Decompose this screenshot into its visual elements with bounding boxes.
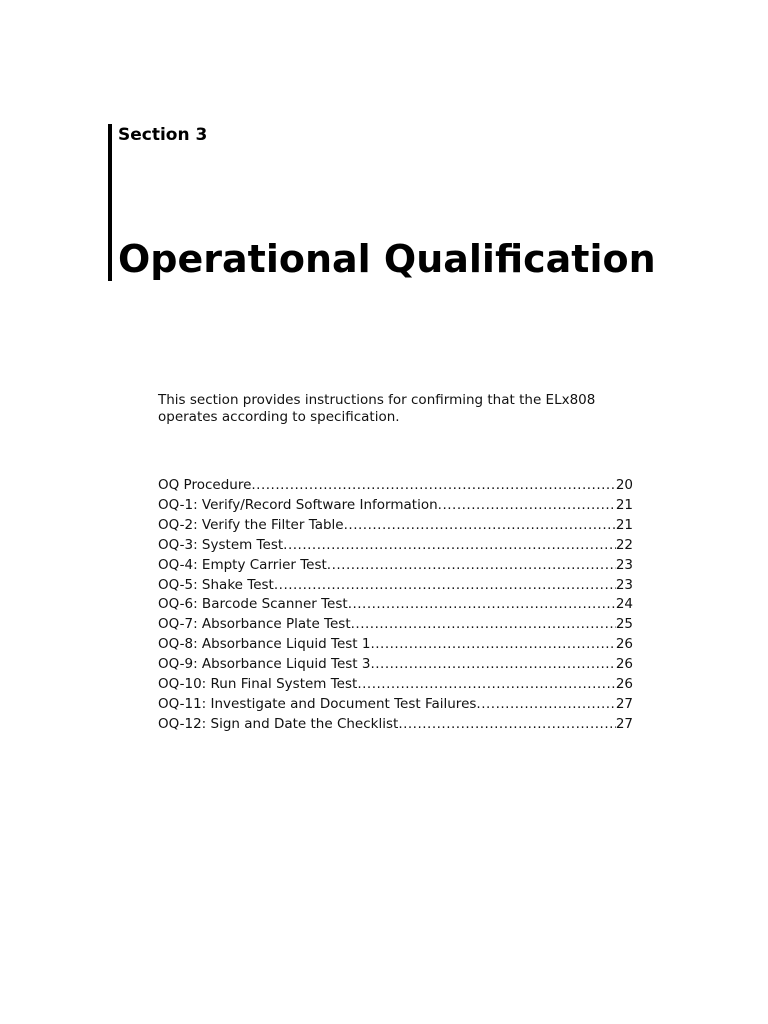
toc-entry[interactable] bbox=[158, 695, 633, 715]
section-rule bbox=[108, 124, 112, 281]
toc-entry[interactable] bbox=[158, 675, 633, 695]
toc-entry-page: 21 bbox=[615, 516, 633, 533]
toc-dot-leader bbox=[438, 496, 616, 516]
toc-dot-leader bbox=[351, 615, 616, 635]
toc-entry[interactable] bbox=[158, 595, 633, 615]
toc-entry[interactable] bbox=[158, 496, 633, 516]
toc-entry-title: OQ-1: Verify/Record Software Information bbox=[158, 496, 438, 513]
toc-entry-title: OQ-3: System Test bbox=[158, 536, 284, 553]
toc-entry-page: 23 bbox=[615, 556, 633, 573]
section-label: Section 3 bbox=[118, 125, 208, 145]
toc-entry[interactable] bbox=[158, 516, 633, 536]
toc-entry-page: 24 bbox=[615, 596, 633, 613]
toc-entry-page: 21 bbox=[615, 496, 633, 513]
toc-entry-page: 26 bbox=[615, 656, 633, 673]
toc-dot-leader bbox=[344, 516, 616, 536]
toc-dot-leader bbox=[370, 635, 615, 655]
toc-dot-leader bbox=[476, 695, 615, 715]
toc-entry-page: 27 bbox=[615, 715, 633, 732]
toc-dot-leader bbox=[283, 536, 616, 556]
toc-entry[interactable] bbox=[158, 556, 633, 576]
toc-entry-title: OQ-9: Absorbance Liquid Test 3 bbox=[158, 656, 371, 673]
toc-entry-page: 26 bbox=[615, 636, 633, 653]
intro-paragraph: This section provides instructions for confirming that the ELx808 operates according to specification. bbox=[158, 392, 596, 425]
toc-entry-page: 23 bbox=[615, 576, 633, 593]
toc-entry-title: OQ-6: Barcode Scanner Test bbox=[158, 596, 348, 613]
toc-entry-page: 25 bbox=[615, 616, 633, 633]
toc-dot-leader bbox=[398, 715, 616, 735]
toc-entry-page: 26 bbox=[615, 676, 633, 693]
toc-entry[interactable] bbox=[158, 635, 633, 655]
toc-dot-leader bbox=[357, 675, 615, 695]
toc-entry-title: OQ-10: Run Final System Test bbox=[158, 676, 358, 693]
toc-entry-page: 20 bbox=[615, 477, 633, 493]
toc-entry-title: OQ-8: Absorbance Liquid Test 1 bbox=[158, 636, 371, 653]
table-of-contents bbox=[158, 476, 633, 735]
toc-entry-title: OQ-7: Absorbance Plate Test bbox=[158, 616, 351, 633]
toc-entry[interactable] bbox=[158, 536, 633, 556]
toc-dot-leader bbox=[274, 576, 616, 596]
page-title: Operational Qualification bbox=[118, 237, 656, 281]
toc-entry[interactable] bbox=[158, 655, 633, 675]
toc-entry[interactable] bbox=[158, 476, 633, 496]
toc-entry-title: OQ-4: Empty Carrier Test bbox=[158, 556, 327, 573]
toc-entry-title: OQ-5: Shake Test bbox=[158, 576, 274, 593]
toc-entry-page: 22 bbox=[615, 536, 633, 553]
toc-entry-title: OQ Procedure bbox=[158, 477, 252, 493]
toc-entry[interactable] bbox=[158, 715, 633, 735]
toc-dot-leader bbox=[327, 556, 616, 576]
toc-dot-leader bbox=[370, 655, 615, 675]
toc-entry-page: 27 bbox=[615, 695, 633, 712]
toc-entry-title: OQ-12: Sign and Date the Checklist bbox=[158, 715, 399, 732]
toc-entry-title: OQ-2: Verify the Filter Table bbox=[158, 516, 344, 533]
toc-dot-leader bbox=[251, 476, 615, 496]
toc-dot-leader bbox=[348, 595, 616, 615]
toc-entry[interactable] bbox=[158, 576, 633, 596]
toc-entry[interactable] bbox=[158, 615, 633, 635]
toc-entry-title: OQ-11: Investigate and Document Test Failures bbox=[158, 695, 477, 712]
